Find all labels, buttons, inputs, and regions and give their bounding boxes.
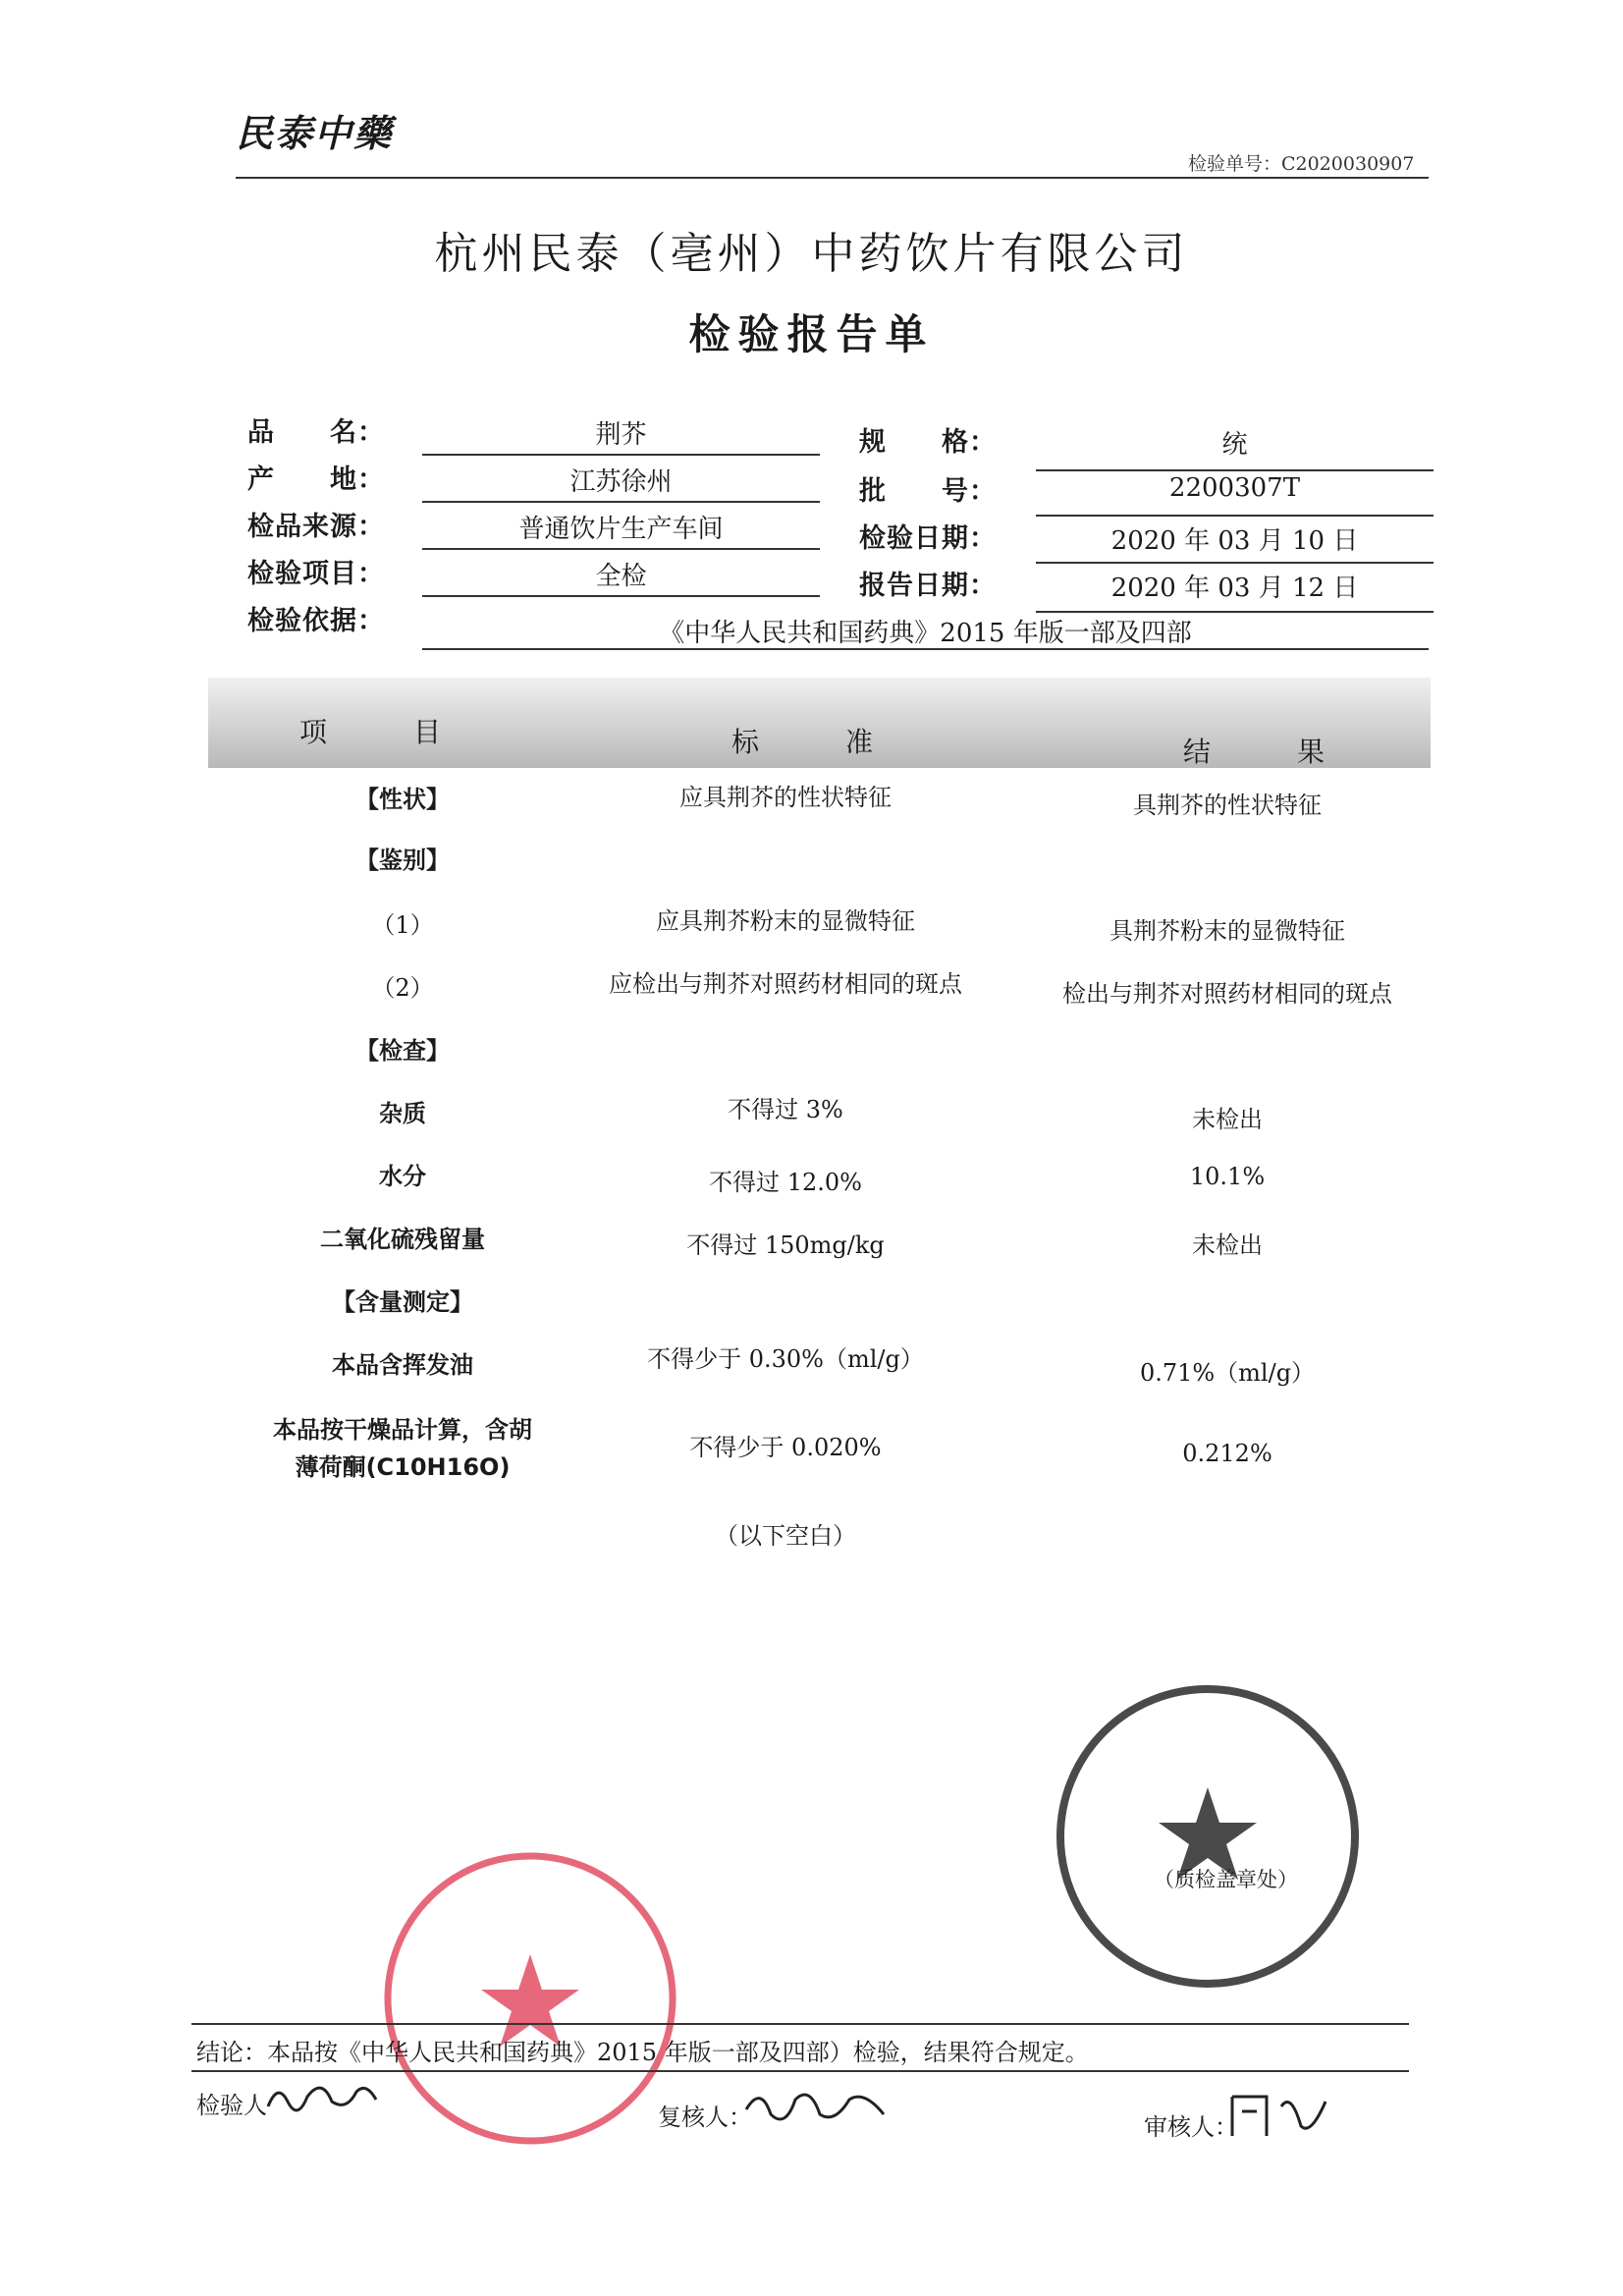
table-row-item: 本品含挥发油	[332, 1351, 473, 1379]
underline	[422, 548, 820, 550]
column-header-item: 项 目	[299, 716, 471, 748]
test-item-value: 全检	[595, 562, 647, 591]
test-item-label: 检验项目：	[247, 559, 385, 589]
table-row-item: 本品按干燥品计算，含胡	[273, 1416, 532, 1444]
inspector-signature	[263, 2072, 381, 2121]
table-row-item-cont: 薄荷酮(C10H16O)	[295, 1453, 511, 1481]
table-row-item: 【性状】	[355, 786, 450, 813]
table-row-item: 【含量测定】	[332, 1288, 473, 1316]
batch-value: 2200307T	[1168, 473, 1301, 503]
table-row-standard: 应具荆芥粉末的显微特征	[656, 907, 915, 935]
table-row-result: 具荆芥的性状特征	[1133, 792, 1322, 819]
table-row-result: 10.1%	[1189, 1163, 1266, 1190]
origin-value: 江苏徐州	[569, 467, 673, 497]
table-row-result: 未检出	[1192, 1231, 1263, 1259]
table-row-item: （2）	[371, 974, 434, 1002]
company-name: 杭州民泰（亳州）中药饮片有限公司	[434, 229, 1189, 279]
blank-note: （以下空白）	[715, 1522, 856, 1550]
table-row-standard: 不得少于 0.30%（ml/g）	[647, 1345, 924, 1373]
approver-signature	[1227, 2087, 1335, 2141]
table-row-standard: 不得过 3%	[728, 1096, 843, 1123]
quality-stamp	[378, 1846, 682, 2151]
table-row-standard: 不得过 12.0%	[709, 1169, 862, 1196]
table-row-item: 【鉴别】	[355, 847, 450, 874]
source-value: 普通饮片生产车间	[518, 515, 724, 544]
table-row-result: 具荆芥粉末的显微特征	[1109, 917, 1345, 945]
table-row-item: （1）	[371, 911, 434, 939]
table-row-result: 检出与荆芥对照药材相同的斑点	[1062, 980, 1392, 1008]
table-row-item: 【检查】	[355, 1037, 450, 1065]
table-row-item: 杂质	[379, 1100, 426, 1127]
column-header-standard: 标 准	[731, 726, 903, 758]
basis-value: 《中华人民共和国药典》2015 年版一部及四部	[659, 619, 1192, 648]
inspection-stamp	[1051, 1679, 1365, 1994]
table-row-result: 0.212%	[1182, 1440, 1272, 1467]
inspector-label: 检验人	[196, 2092, 267, 2119]
product-name-label: 品 名：	[247, 417, 385, 448]
table-row-standard: 应检出与荆芥对照药材相同的斑点	[609, 970, 962, 998]
underline	[422, 595, 820, 597]
underline	[1036, 562, 1434, 564]
table-row-item: 水分	[379, 1163, 426, 1190]
underline	[1036, 611, 1434, 613]
test-date-label: 检验日期：	[859, 523, 997, 554]
underline	[422, 648, 1429, 650]
underline	[1036, 469, 1434, 471]
underline	[422, 454, 820, 456]
source-label: 检品来源：	[247, 512, 385, 542]
report-date-label: 报告日期：	[859, 571, 997, 601]
basis-label: 检验依据：	[247, 606, 385, 636]
underline	[1036, 515, 1434, 517]
origin-label: 产 地：	[247, 465, 385, 495]
approver-label: 审核人：	[1144, 2113, 1238, 2141]
conclusion-top-line	[191, 2023, 1409, 2025]
table-row-standard: 不得过 150mg/kg	[686, 1231, 885, 1259]
company-logo: 民泰中藥	[236, 111, 394, 155]
table-row-standard: 应具荆芥的性状特征	[679, 784, 892, 811]
table-row-result: 未检出	[1192, 1106, 1263, 1133]
column-header-result: 结 果	[1183, 736, 1355, 768]
conclusion-text: 结论：本品按《中华人民共和国药典》2015 年版一部及四部）检验，结果符合规定。	[196, 2039, 1089, 2066]
stamp-note: （质检盖章处）	[1154, 1868, 1298, 1891]
reviewer-label: 复核人：	[658, 2104, 752, 2131]
report-title: 检验报告单	[688, 310, 935, 358]
table-row-item: 二氧化硫残留量	[320, 1226, 485, 1253]
product-name-value: 荆芥	[595, 420, 647, 450]
report-number: 检验单号：C2020030907	[1188, 153, 1415, 175]
batch-label: 批 号：	[859, 476, 997, 507]
table-row-result: 0.71%（ml/g）	[1139, 1359, 1316, 1387]
header-divider	[236, 177, 1429, 179]
spec-label: 规 格：	[859, 427, 997, 458]
test-date-value: 2020 年 03 月 10 日	[1110, 526, 1359, 556]
table-row-standard: 不得少于 0.020%	[689, 1434, 882, 1461]
reviewer-signature	[741, 2080, 889, 2134]
spec-value: 统	[1221, 430, 1248, 460]
underline	[422, 501, 820, 503]
report-date-value: 2020 年 03 月 12 日	[1110, 574, 1359, 603]
